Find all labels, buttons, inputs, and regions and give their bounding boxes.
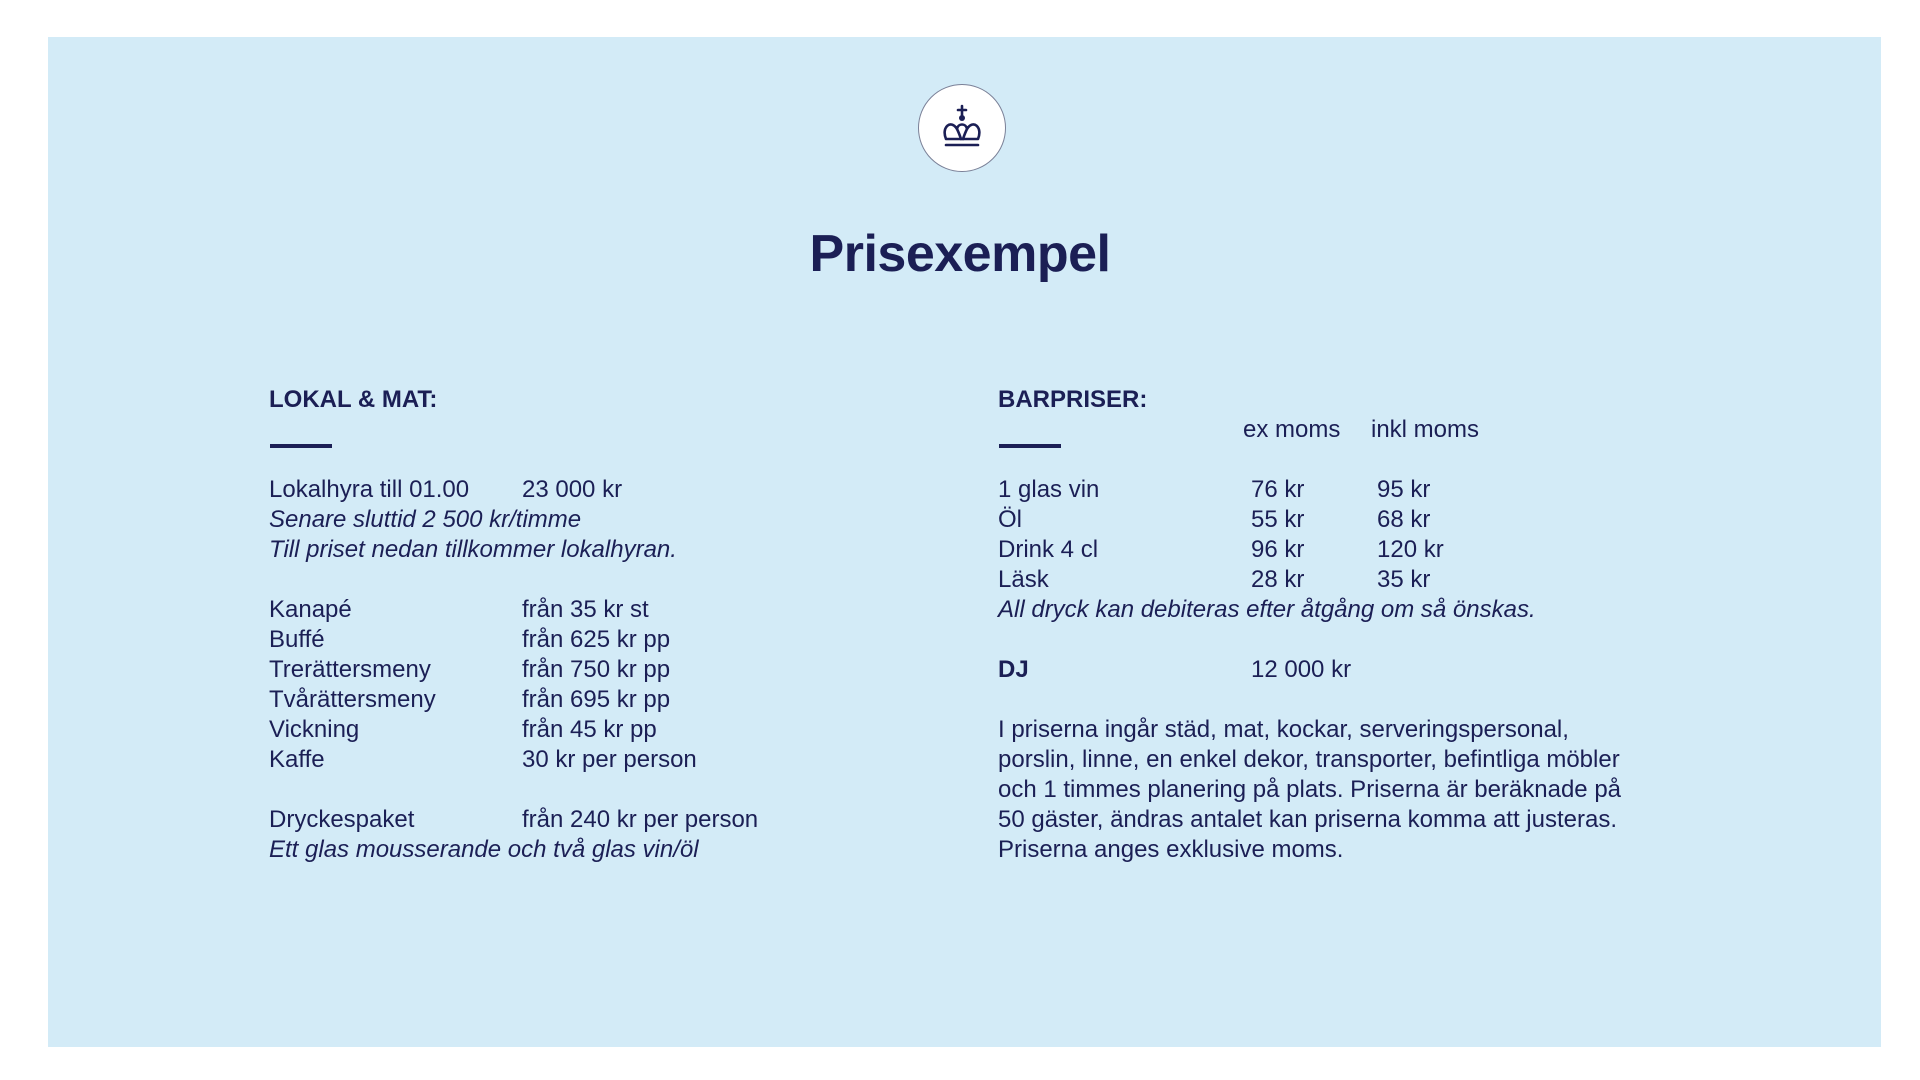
item-label: Drink 4 cl bbox=[998, 536, 1099, 563]
item-label: Tvårättersmeny bbox=[269, 686, 436, 713]
price-ex-vat: 76 kr bbox=[1251, 476, 1305, 503]
item-price: från 45 kr pp bbox=[522, 716, 657, 743]
column-header-ex-vat: ex moms bbox=[1243, 416, 1341, 443]
price-row bbox=[269, 745, 829, 775]
section-heading-venue-food: LOKAL & MAT: bbox=[269, 386, 438, 413]
info-line: I priserna ingår städ, mat, kockar, serveringspersonal, bbox=[998, 716, 1569, 743]
price-incl-vat: 95 kr bbox=[1377, 476, 1431, 503]
venue-note-rent: Till priset nedan tillkommer lokalhyran. bbox=[269, 536, 677, 563]
price-row bbox=[269, 715, 829, 745]
info-line: 50 gäster, ändras antalet kan priserna komma att justeras. bbox=[998, 806, 1617, 833]
dj-row bbox=[998, 655, 1698, 685]
price-ex-vat: 28 kr bbox=[1251, 566, 1305, 593]
item-price: från 240 kr per person bbox=[522, 806, 759, 833]
info-line: och 1 timmes planering på plats. Priserna är beräknade på bbox=[998, 776, 1622, 803]
item-label: Vickning bbox=[269, 716, 360, 743]
heading-underline bbox=[270, 444, 332, 448]
bar-row bbox=[998, 505, 1698, 535]
item-label: Buffé bbox=[269, 626, 325, 653]
venue-food-section bbox=[269, 385, 829, 863]
price-row-venue bbox=[269, 475, 829, 505]
item-price: från 35 kr st bbox=[522, 596, 649, 623]
item-label: DJ bbox=[998, 656, 1029, 683]
heading-underline bbox=[999, 444, 1061, 448]
item-label: Läsk bbox=[998, 566, 1049, 593]
drinks-package-note: Ett glas mousserande och två glas vin/öl bbox=[269, 836, 699, 863]
item-price: från 625 kr pp bbox=[522, 626, 671, 653]
pricing-info-paragraph bbox=[998, 715, 1678, 865]
item-price: 12 000 kr bbox=[1251, 656, 1352, 683]
item-price: från 695 kr pp bbox=[522, 686, 671, 713]
section-heading-bar: BARPRISER: bbox=[998, 386, 1148, 413]
item-label: Dryckespaket bbox=[269, 806, 415, 833]
bar-row bbox=[998, 535, 1698, 565]
info-line: Priserna anges exklusive moms. bbox=[998, 836, 1344, 863]
item-label: Trerättersmeny bbox=[269, 656, 431, 683]
price-ex-vat: 55 kr bbox=[1251, 506, 1305, 533]
bar-note: All dryck kan debiteras efter åtgång om så önskas. bbox=[998, 596, 1536, 623]
item-label: Kanapé bbox=[269, 596, 352, 623]
logo-badge bbox=[918, 84, 1006, 172]
info-line: porslin, linne, en enkel dekor, transporter, befintliga möbler bbox=[998, 746, 1620, 773]
bar-row bbox=[998, 475, 1698, 505]
item-label: Öl bbox=[998, 506, 1022, 533]
bar-row bbox=[998, 565, 1698, 595]
column-headers bbox=[998, 415, 1698, 445]
price-row bbox=[269, 655, 829, 685]
item-label: 1 glas vin bbox=[998, 476, 1100, 503]
page-title: Prisexempel bbox=[809, 225, 1111, 283]
venue-note-late: Senare sluttid 2 500 kr/timme bbox=[269, 506, 582, 533]
price-incl-vat: 68 kr bbox=[1377, 506, 1431, 533]
price-ex-vat: 96 kr bbox=[1251, 536, 1305, 563]
price-row bbox=[269, 595, 829, 625]
price-incl-vat: 35 kr bbox=[1377, 566, 1431, 593]
item-label: Kaffe bbox=[269, 746, 325, 773]
bar-prices-section bbox=[998, 385, 1698, 863]
item-price: 30 kr per person bbox=[522, 746, 697, 773]
price-row bbox=[269, 685, 829, 715]
price-row bbox=[269, 625, 829, 655]
crown-icon bbox=[937, 103, 987, 153]
item-price: från 750 kr pp bbox=[522, 656, 671, 683]
item-price: 23 000 kr bbox=[522, 476, 623, 503]
column-header-incl-vat: inkl moms bbox=[1371, 416, 1480, 443]
price-incl-vat: 120 kr bbox=[1377, 536, 1444, 563]
price-row-drinks-package bbox=[269, 805, 829, 835]
item-label: Lokalhyra till 01.00 bbox=[269, 476, 470, 503]
